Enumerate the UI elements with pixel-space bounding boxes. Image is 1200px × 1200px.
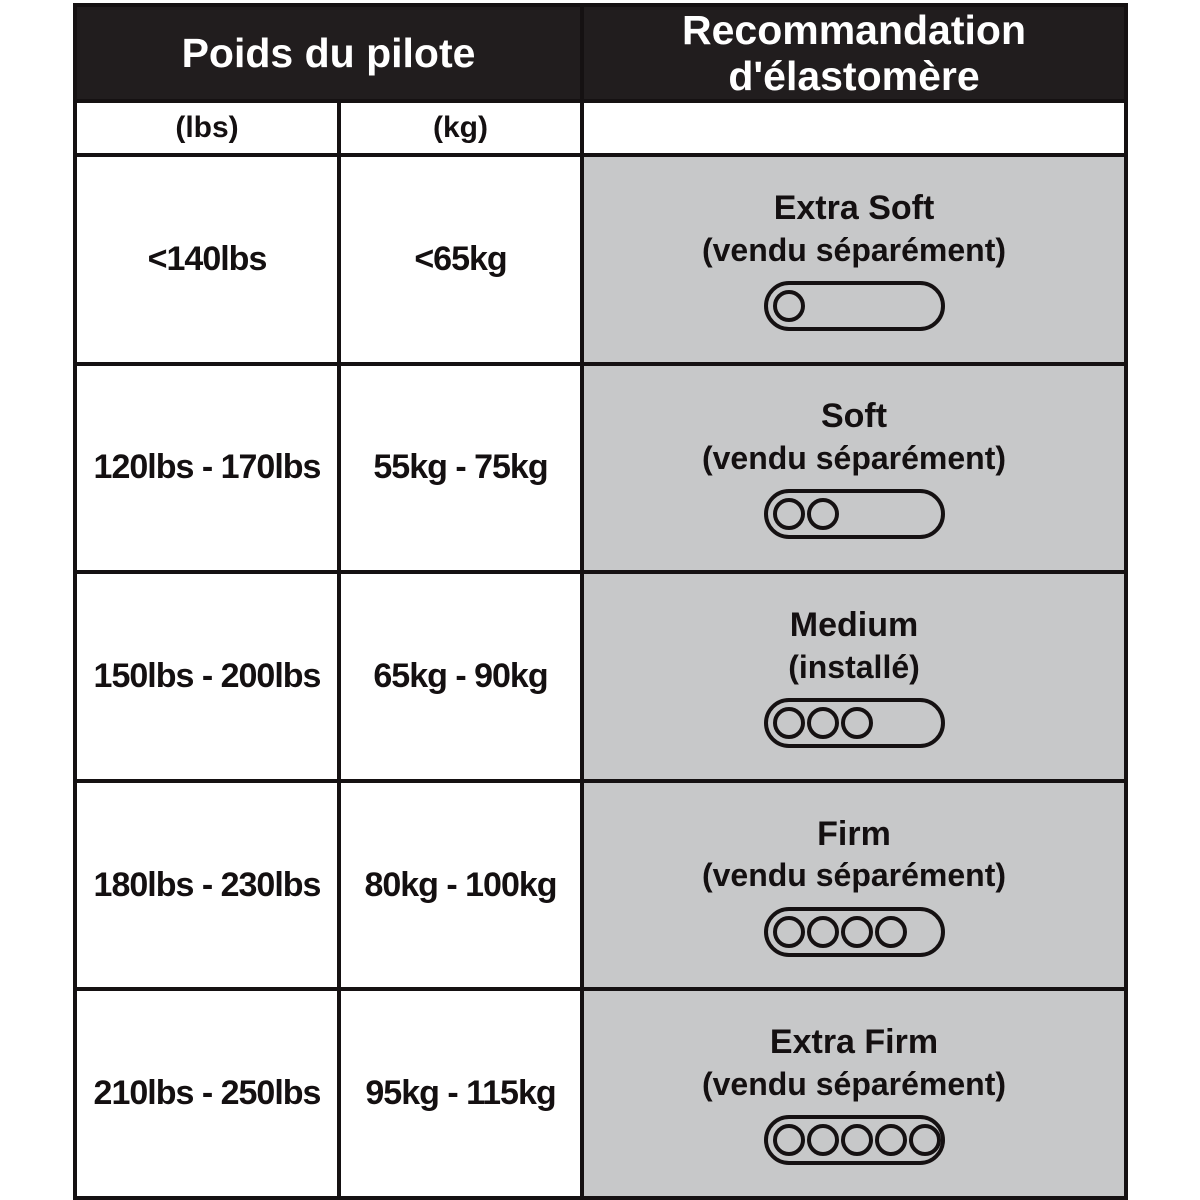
elastomer-dot-icon: [773, 498, 805, 530]
empty-subheader-cell: [584, 103, 1124, 153]
elastomer-dot-icon: [807, 916, 839, 948]
elastomer-firmness-label: Extra Soft: [773, 188, 935, 227]
rider-weight-kg-cell: 65kg - 90kg: [341, 574, 580, 779]
availability-note: (vendu séparément): [701, 1065, 1007, 1102]
elastomer-recommendation-cell: [584, 157, 1124, 362]
elastomer-dot-icon: [841, 1124, 873, 1156]
lbs-unit-header: (lbs): [77, 103, 337, 153]
elastomer-dot-icon: [909, 1124, 941, 1156]
elastomer-stack-icon: [764, 1115, 945, 1165]
rider-weight-lbs-cell: 210lbs - 250lbs: [77, 991, 337, 1196]
elastomer-dot-icon: [841, 707, 873, 739]
elastomer-stack-icon: [764, 489, 945, 539]
elastomer-dot-icon: [875, 916, 907, 948]
availability-note: (installé): [788, 648, 920, 685]
rider-weight-kg-cell: 55kg - 75kg: [341, 366, 580, 571]
elastomer-stack-icon: [764, 907, 945, 957]
elastomer-stack-icon: [764, 698, 945, 748]
rider-weight-kg-cell: 95kg - 115kg: [341, 991, 580, 1196]
elastomer-dot-icon: [807, 498, 839, 530]
elastomer-dot-icon: [807, 1124, 839, 1156]
elastomer-recommendation-cell: [584, 783, 1124, 988]
rider-weight-lbs-cell: <140lbs: [77, 157, 337, 362]
elastomer-recommendation-header-label: Recommandation d'élastomère: [682, 7, 1026, 99]
elastomer-recommendation-cell: [584, 574, 1124, 779]
elastomer-dot-icon: [841, 916, 873, 948]
elastomer-firmness-label: Medium: [789, 605, 919, 644]
kg-unit-header: (kg): [341, 103, 580, 153]
elastomer-stack-icon: [764, 281, 945, 331]
elastomer-firmness-label: Firm: [817, 814, 891, 853]
availability-note: (vendu séparément): [701, 440, 1007, 477]
rider-weight-lbs-cell: 120lbs - 170lbs: [77, 366, 337, 571]
elastomer-dot-icon: [773, 1124, 805, 1156]
elastomer-firmness-label: Soft: [820, 397, 888, 436]
rider-weight-kg-cell: <65kg: [341, 157, 580, 362]
rider-weight-lbs-cell: 180lbs - 230lbs: [77, 783, 337, 988]
elastomer-dot-icon: [807, 707, 839, 739]
rider-weight-header-label: Poids du pilote: [181, 29, 476, 76]
elastomer-dot-icon: [773, 916, 805, 948]
elastomer-dot-icon: [875, 1124, 907, 1156]
elastomer-dot-icon: [773, 707, 805, 739]
rider-weight-header: [77, 7, 580, 99]
rider-weight-lbs-cell: 150lbs - 200lbs: [77, 574, 337, 779]
availability-note: (vendu séparément): [701, 231, 1007, 268]
elastomer-recommendation-cell: [584, 366, 1124, 571]
elastomer-recommendation-table: [73, 3, 1128, 1200]
elastomer-dot-icon: [773, 290, 805, 322]
elastomer-recommendation-header: [584, 7, 1124, 99]
elastomer-firmness-label: Extra Firm: [769, 1023, 939, 1062]
availability-note: (vendu séparément): [701, 857, 1007, 894]
elastomer-recommendation-cell: [584, 991, 1124, 1196]
rider-weight-kg-cell: 80kg - 100kg: [341, 783, 580, 988]
